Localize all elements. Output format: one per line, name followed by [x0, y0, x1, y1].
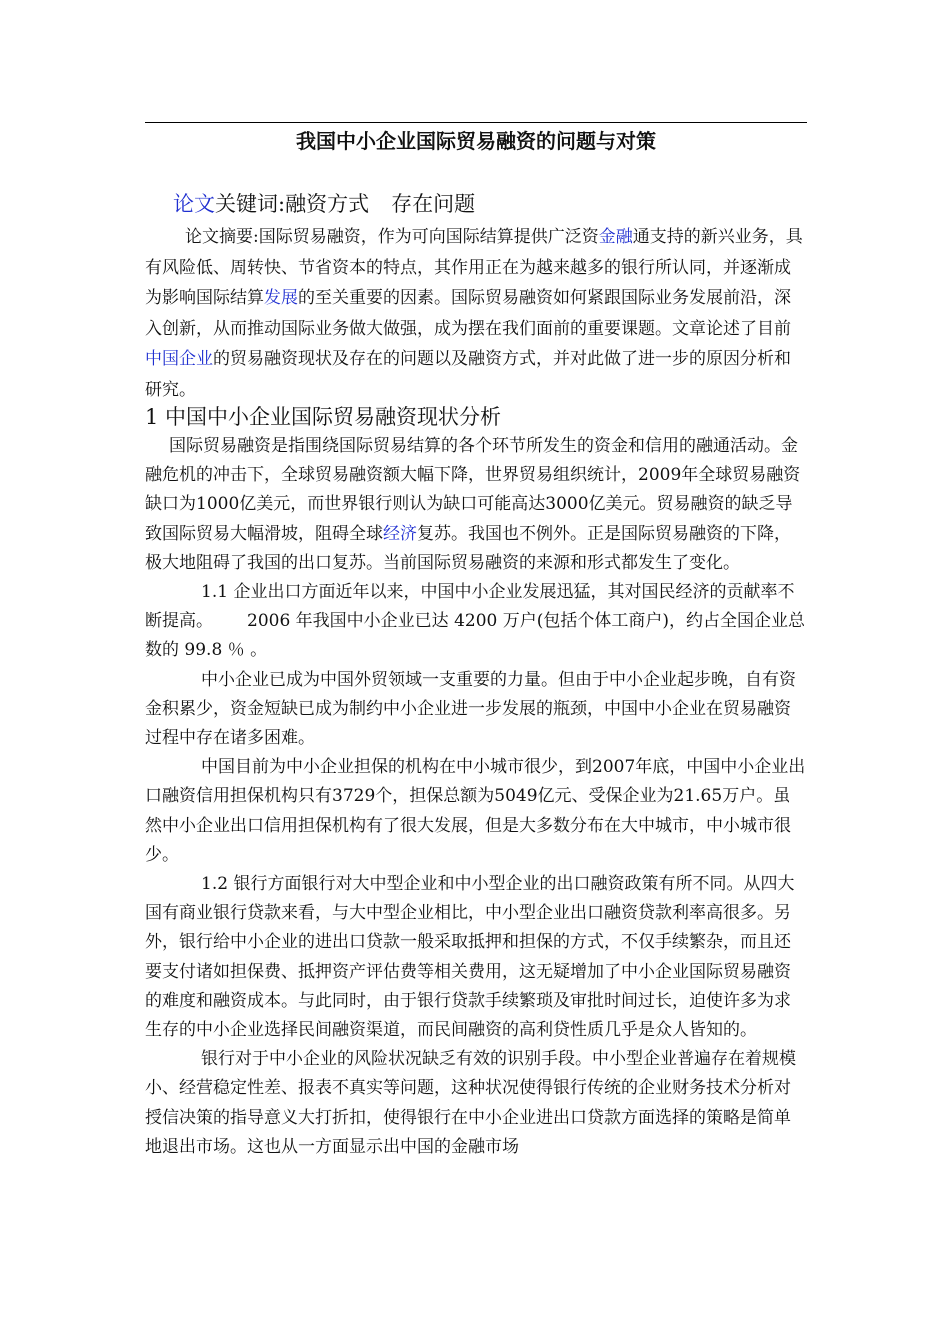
- abstract-text: 论文摘要:国际贸易融资，作为可向国际结算提供广泛资: [185, 227, 599, 247]
- body-paragraph-2: [145, 578, 807, 666]
- abstract-link-development[interactable]: 发展: [264, 288, 298, 308]
- body-paragraph-4: 中国目前为中小企业担保的机构在中小城市很少，到2007年底，中国中小企业出口融资信用担保机构只有3729个，担保总额为5049亿元、受保企业为21.65万户。虽然中小企业出口信用担保机构有了很大发展，但是大多数分布在大中城市，中小城市很少。: [145, 757, 806, 865]
- body-paragraph-6: 银行对于中小企业的风险状况缺乏有效的识别手段。中小型企业普遍存在着规模小、经营稳定性差、报表不真实等问题，这种状况使得银行传统的企业财务技术分析对授信决策的指导意义大打折扣，使得银行在中小企业进出口贷款方面选择的策略是简单地退出市场。这也从一方面显示出中国的金融市场: [145, 1049, 796, 1157]
- abstract-link-chinese-enterprise[interactable]: 中国企业: [145, 349, 213, 369]
- abstract: [145, 222, 807, 405]
- header-rule: [145, 122, 807, 123]
- body-paragraph-1: [145, 432, 807, 578]
- paragraph-text: 国际贸易融资是指围绕国际贸易结算的各个环节所发生的资金和信用的融通活动。金融危机的冲击下，全球贸易融资额大幅下降，世界贸易组织统计，2009年全球贸易融资缺口为1000亿美元，而世界银行则认为缺口可能高达3000亿美元。贸易融资的缺乏导致国际贸易大幅滑坡，阻碍全球: [145, 436, 801, 544]
- body-paragraph-3: 中小企业已成为中国外贸领域一支重要的力量。但由于中小企业起步晚，自有资金积累少，资金短缺已成为制约中小企业进一步发展的瓶颈，中国中小企业在贸易融资过程中存在诸多困难。: [145, 669, 796, 749]
- abstract-text: 的至关重要的因素。国际贸易融资如何紧跟国际业务发展前沿，深入创新，从而推动国际业务做大做强，成为摆在我们面前的重要课题。文章论述了目前: [145, 288, 791, 339]
- keywords-line: [173, 188, 475, 220]
- document-title: 我国中小企业国际贸易融资的问题与对策: [296, 129, 656, 153]
- paragraph-text: 2006 年我国中小企业已达 4200 万户(包括个体工商户)，约占全国企业总数的 99.8 ％ 。: [145, 611, 806, 661]
- paragraph-text: 1.1 企业出口方面近年以来，中国中小企业发展迅猛，其对国民经济的贡献率不断提高。: [145, 582, 795, 632]
- abstract-paragraph: [145, 222, 807, 405]
- document-page: [145, 0, 807, 1344]
- body-link-economy[interactable]: 经济: [383, 523, 417, 544]
- keywords-link[interactable]: 论文: [173, 192, 215, 216]
- abstract-text: 通支持的新兴业务，具有风险低、周转快、节省资本的特点，其作用正在为越来越多的银行所认同，并逐渐成为影响国际结算: [145, 227, 803, 308]
- body-paragraph-5: 1.2 银行方面银行对大中型企业和中小型企业的出口融资政策有所不同。从四大国有商业银行贷款来看，与大中型企业相比，中小型企业出口融资贷款利率高很多。另外，银行给中小企业的进出口贷款一般采取抵押和担保的方式，不仅手续繁杂，而且还要支付诸如担保费、抵押资产评估费等相关费用，这无疑增加了中小企业国际贸易融资的难度和融资成本。与此同时，由于银行贷款手续繁琐及审批时间过长，迫使许多为求生存的中小企业选择民间融资渠道，而民间融资的高利贷性质几乎是众人皆知的。: [145, 874, 795, 1041]
- section-heading: 1 中国中小企业国际贸易融资现状分析: [145, 405, 502, 429]
- abstract-text: 的贸易融资现状及存在的问题以及融资方式，并对此做了进一步的原因分析和研究。: [145, 349, 791, 400]
- paragraph-text: 复苏。我国也不例外。正是国际贸易融资的下降，极大地阻碍了我国的出口复苏。当前国际贸易融资的来源和形式都发生了变化。: [145, 523, 791, 573]
- section-body: [145, 432, 807, 1162]
- keyword-term-2: 存在问题: [391, 192, 476, 216]
- keyword-term-1: 融资方式: [285, 192, 370, 216]
- abstract-link-finance[interactable]: 金融: [598, 227, 633, 247]
- keywords-label: 关键词:: [215, 192, 286, 216]
